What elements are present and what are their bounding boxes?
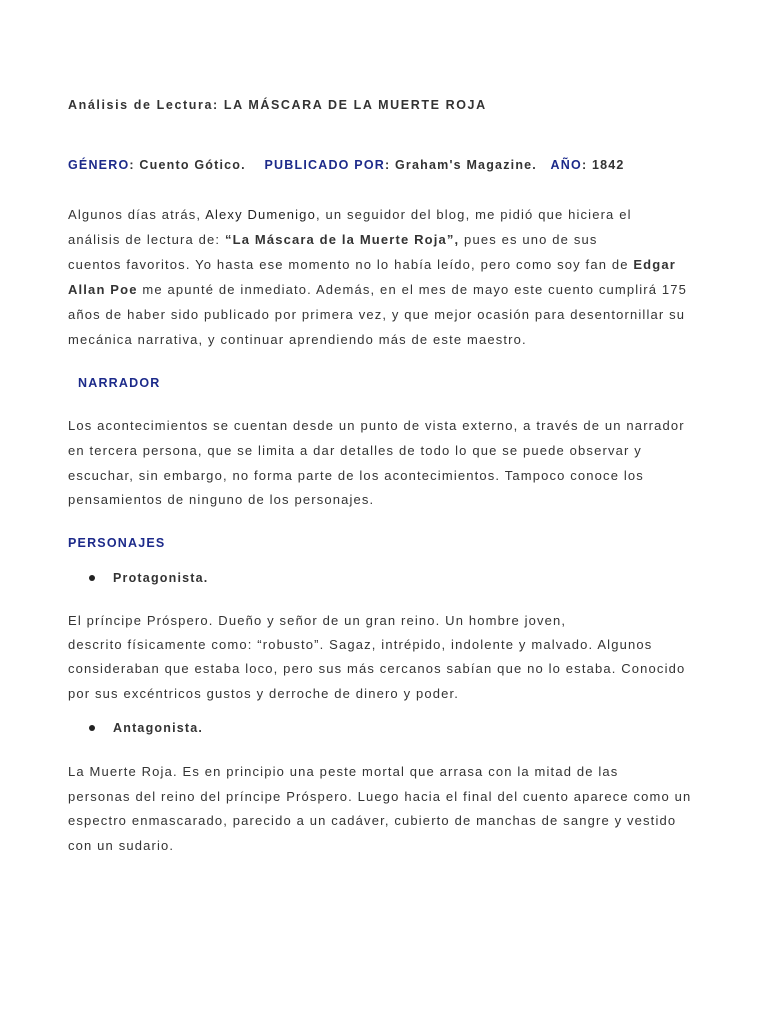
antagonista-line: con un sudario.: [68, 838, 175, 853]
personajes-heading: PERSONAJES: [68, 536, 166, 550]
narrador-line: escuchar, sin embargo, no forma parte de los acontecimientos. Tampoco conoce los: [68, 468, 644, 483]
intro-text: cuentos favoritos. Yo hasta ese momento no lo había leído, pero como soy fan de: [68, 257, 634, 272]
antagonista-line: personas del reino del príncipe Próspero. Luego hacia el final del cuento aparece como un: [68, 789, 692, 804]
year-label: AÑO: [550, 158, 582, 172]
narrador-line: Los acontecimientos se cuentan desde un punto de vista externo, a través de un narrador: [68, 418, 685, 433]
year-value: : 1842: [581, 158, 625, 172]
intro-line-5: años de haber sido publicado por primera vez, y que mejor ocasión para desentornillar su: [68, 307, 686, 322]
narrador-heading: NARRADOR: [78, 376, 161, 390]
antagonista-label: Antagonista.: [113, 721, 204, 735]
intro-line-6: mecánica narrativa, y continuar aprendiendo más de este maestro.: [68, 332, 527, 347]
intro-line-1: [68, 207, 632, 223]
intro-text: pues es uno de sus: [459, 232, 598, 247]
intro-line-2: [68, 232, 598, 248]
protagonista-line: El príncipe Próspero. Dueño y señor de un gran reino. Un hombre joven,: [68, 613, 567, 628]
intro-text: Algunos días atrás,: [68, 207, 206, 222]
author-name-last: Allan Poe: [68, 282, 138, 297]
bullet-icon: [89, 725, 95, 731]
protagonista-label: Protagonista.: [113, 571, 209, 585]
published-value: : Graham's Magazine.: [384, 158, 537, 172]
protagonista-line: descrito físicamente como: “robusto”. Sagaz, intrépido, indolente y malvado. Algunos: [68, 637, 653, 652]
genre-label: GÉNERO: [68, 158, 130, 172]
intro-text: análisis de lectura de:: [68, 232, 225, 247]
antagonista-line: espectro enmascarado, parecido a un cadáver, cubierto de manchas de sangre y vestido: [68, 813, 677, 828]
genre-value: : Cuento Gótico.: [129, 158, 246, 172]
narrador-line: en tercera persona, que se limita a dar detalles de todo lo que se puede observar y: [68, 443, 642, 458]
bullet-icon: [89, 575, 95, 581]
protagonista-line: por sus excéntricos gustos y derroche de dinero y poder.: [68, 686, 460, 701]
protagonista-line: consideraban que estaba loco, pero sus más cercanos sabían que no lo estaba. Conocido: [68, 661, 686, 676]
blog-follower-name: Alexy Dumenigo: [205, 207, 316, 222]
intro-line-3: [68, 257, 676, 273]
antagonista-line: La Muerte Roja. Es en principio una peste mortal que arrasa con la mitad de las: [68, 764, 619, 779]
published-label: PUBLICADO POR: [264, 158, 385, 172]
narrador-line: pensamientos de ninguno de los personajes.: [68, 492, 375, 507]
intro-line-4: [68, 282, 687, 298]
document-title: Análisis de Lectura: LA MÁSCARA DE LA MUERTE ROJA: [68, 98, 487, 112]
story-title: “La Máscara de la Muerte Roja”,: [224, 232, 460, 247]
intro-text: me apunté de inmediato. Además, en el mes de mayo este cuento cumplirá 175: [137, 282, 688, 297]
intro-text: , un seguidor del blog, me pidió que hiciera el: [315, 207, 632, 222]
meta-line: [68, 157, 625, 173]
author-name-first: Edgar: [633, 257, 676, 272]
